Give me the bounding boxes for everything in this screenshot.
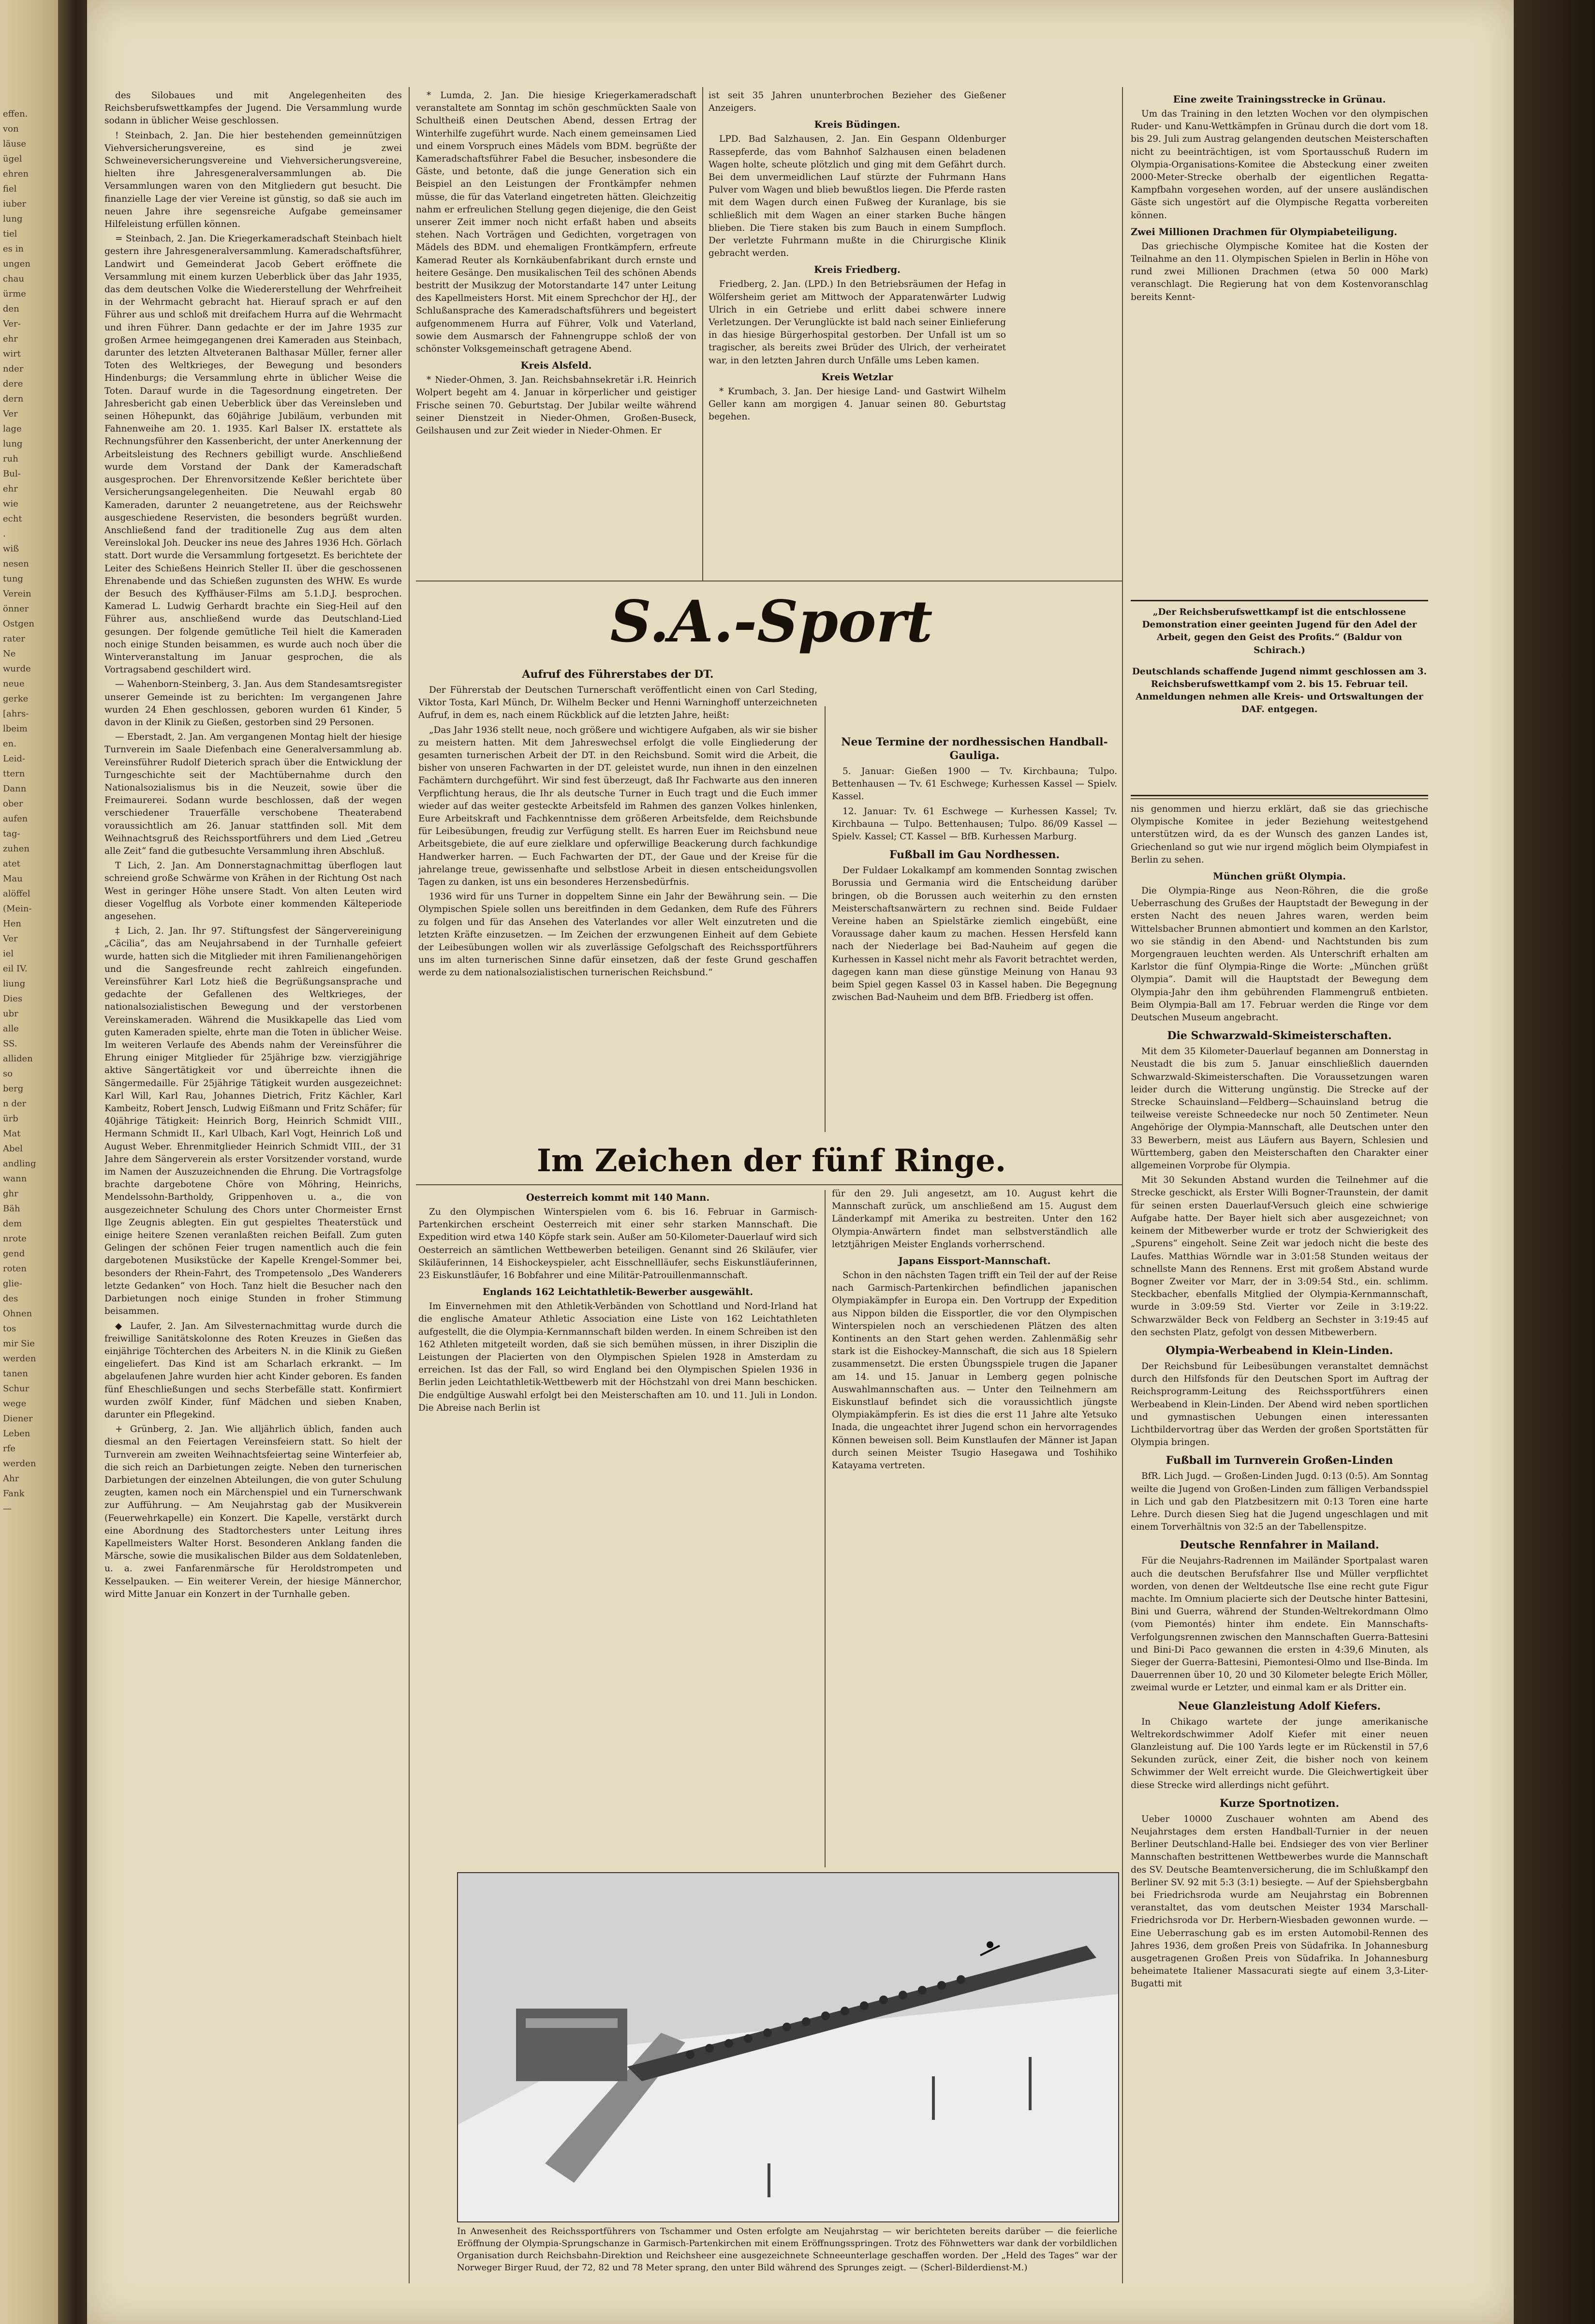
left-page-fragment: önner (3, 604, 29, 614)
local-news-paragraph: — Eberstadt, 2. Jan. Am vergangenen Montag hielt der hiesige Turnverein im Saale Diefenbach eine Generalversammlung ab. Vereinsführer Rudolf Dieterich sprach über die Entwicklung der Turngeschichte seit der Machtübernahme durch den Nationalsozialismus bis in die Neuzeit, sowie über die Freimaurerei. Sodann wurde beschlossen, daß der wegen verschiedener Trauerfälle verschobene Theaterabend voraussichtlich am 26. Januar stattfinden soll. Mit dem Weihnachtsgruß des Reichssportführers und dem Lied „Getreu alle Zeit“ fand die gutbesuchte Versammlung ihren Abschluß. (104, 732, 402, 856)
kiefer-article: In Chikago wartete der junge amerikanische Weltrekordschwimmer Adolf Kiefer mit einer neuen Glanzleistung auf. Die 100 Yards legte er im Rückenstil in 57,6 Sekunden zurück, einer Zeit, die bisher noch von keinem Schwimmer der Welt erreicht wurde. Die Gleichwertigkeit über diese Strecke wird allerdings nicht geführt. (1131, 1716, 1428, 1790)
left-page-fragment: en. (3, 739, 16, 749)
left-page-fragment: Ne (3, 649, 16, 659)
sportnotizen-heading: Kurze Sportnotizen. (1219, 1797, 1340, 1810)
column-rule (409, 87, 410, 2283)
sport-section-title: S.A.-Sport (610, 588, 933, 655)
left-page-fragment: Verein (3, 589, 31, 599)
left-page-fragment: andling (3, 1159, 36, 1169)
mailand-heading: Deutsche Rennfahrer in Mailand. (1180, 1539, 1379, 1552)
heading-kreis-buedingen: Kreis Büdingen. (814, 119, 901, 131)
muenchen-article: Die Olympia-Ringe aus Neon-Röhren, die die große Ueberraschung des Grußes der Hauptstadt der Bewegung in der ersten Nacht des neuen Jahres waren, werden beim Wittelsbacher Brunnen abmontiert und kommen an den Karlstor, wo sie ständig in den Abend- und Nachtstunden bis zum Morgengrauen leuchten werden. Als Unterschrift erhalten am Karlstor die fünf Olympia-Ringe die Worte: „München grüßt Olympia“. Damit will die Hauptstadt der Bewegung dem Olympia-Jahr den ihm gebührenden Flammengruß entbieten. Beim Olympia-Ball am 17. Februar werden die Ringe vor dem Deutschen Museum angebracht. (1131, 886, 1428, 1023)
left-page-fragment: wie (3, 499, 18, 509)
handball-jan5: 5. Januar: Gießen 1900 — Tv. Kirchbauna; Tulpo. Bettenhausen — Tv. 61 Eschwege; Kurhessen Kassel — Spielv. Kassel. (832, 766, 1117, 802)
left-page-fragment: . (3, 529, 6, 539)
friedberg-article: Friedberg, 2. Jan. (LPD.) In den Betriebsräumen der Hefag in Wölfersheim geriet am Mittwoch der Apparatenwärter Ludwig Ulrich in ein Getriebe und erlitt dabei schwere innere Verletzungen. Der Verunglückte ist bald nach seiner Einlieferung in das hiesige Bürgerhospital gestorben. Der Unfall ist um so tragischer, als bereits zwei Brüder des Ulrich, der verheiratet war, in den letzten Jahren durch Unfälle ums Leben kamen. (709, 279, 1006, 366)
left-page-fragment: lung (3, 439, 23, 449)
left-page-fragment: gend (3, 1249, 25, 1259)
handball-column (832, 663, 1117, 1134)
left-page-fragment: iuber (3, 199, 27, 209)
left-page-edge (0, 0, 58, 2324)
local-news-paragraph: des Silobaues und mit Angelegenheiten des Reichsberufswettkampfes der Jugend. Die Versammlung wurde sodann in üblicher Weise geschlossen. (104, 90, 402, 126)
left-page-fragment: tung (3, 574, 23, 584)
drachmen-article: Das griechische Olympische Komitee hat die Kosten der Teilnahme an den 11. Olympischen Spielen in Berlin in Höhe von rund zwei Millionen Drachmen (etwa 50 000 Mark) veranschlagt. Die Regierung hat von dem Kostenvoranschlag bereits Kennt- (1131, 241, 1428, 302)
left-page-fragment: Dann (3, 784, 27, 794)
local-news-paragraph: = Steinbach, 2. Jan. Die Kriegerkameradschaft Steinbach hielt gestern ihre Jahresgeneralversammlung. Kameradschaftsführer, Landwirt und Gemeinderat Jacob Gebert eröffnete die Versammlung mit einem kurzen Ueberblick über das Jahr 1935, das dem deutschen Volke die Wiedererstellung der Wehrfreiheit in der Wehrmacht gebracht hat. Hierauf sprach er auf den Führer aus und schloß mit dreifachem Hurra auf die Wehrmacht und ihren Führer. Dann gedachte er der im Jahre 1935 zur großen Armee heimgegangenen drei Kameraden aus Steinbach, darunter des letzten Altveteranen Balthasar Müller, ferner aller Toten des Weltkrieges, der Bewegung und besonders Hindenburgs; die Versammlung ehrte in üblicher Weise die Toten. Darauf wurde in die Tagesordnung eingetreten. Der Jahresbericht gab einen Ueberblick über das Vereinsleben und seinen Höhepunkt, das 60jährige Jubiläum, verbunden mit Fahnenweihe am 20. 1. 1935. Karl Balser IX. erstattete als Rechnungsführer den Kassenbericht, der unter Anerkennung der Arbeitsleistung des Rechners gebilligt wurde. Anschließend wurde dem Vorstand der Dank der Kameradschaft ausgesprochen. Der Ehrenvorsitzende Keßler berichtete über Versicherungsangelegenheiten. Die Neuwahl ergab 80 Kameraden, darunter 2 neuangetretene, aus der Reichswehr ausgeschiedene Reservisten, die besonders begrüßt wurden. Anschließend fand der traditionelle Zug aus dem alten Vereinslokal Joh. Deucker ins neue des Jahres 1936 Hch. Görlach statt. Dort wurde die Versammlung fortgesetzt. Es berichtete der Leiter des Schießens Heinrich Steller II. über die geschossenen Ehrenabende und das Schießen zugunsten des WHW. Es wurde der Besuch des Kyffhäuser-Films am 5.1.D.J. besprochen. Kamerad L. Ludwig Gerhardt brachte ein Sieg-Heil auf den Führer aus, anschließend wurde das Deutschland-Lied gesungen. Der folgende gemütliche Teil hielt die Kameraden noch einige Stunden beisammen, es wurde auch noch über die Winterveranstaltung im Januar gesprochen, die als Vortragsabend geschildert wird. (104, 234, 402, 675)
left-page-fragment: mir Sie (3, 1339, 35, 1349)
klein-linden-heading: Olympia-Werbeabend in Klein-Linden. (1166, 1344, 1393, 1357)
book-gutter (58, 0, 87, 2324)
photo-caption (457, 2225, 1117, 2317)
heading-kreis-friedberg: Kreis Friedberg. (814, 264, 901, 276)
schirach-quote: „Der Reichsberufswettkampf ist die entschlossene Demonstration einer geeinten Jugend für den Adel der Arbeit, gegen den Geist des Profits.“ (Baldur von Schirach.) (1142, 607, 1417, 655)
left-page-fragment: tanen (3, 1369, 28, 1379)
left-page-fragment: Ohnen (3, 1309, 32, 1319)
left-page-fragment: ruh (3, 454, 18, 464)
klein-linden-article: Der Reichsbund für Leibesübungen veranstaltet demnächst durch den Hilfsfonds für den Deutschen Sport im Auftrag der Reichsprogramm-Leitung des Reichssportführers einen Werbeabend in Klein-Linden. Der Abend wird neben sportlichen und gymnastischen Uebungen einen interessanten Lichtbildervortrag über das Werden der großen Sportstätten für Olympia bringen. (1131, 1361, 1428, 1448)
left-page-fragment: ungen (3, 259, 30, 269)
schwarzwald-article-2: Mit 30 Sekunden Abstand wurden die Teilnehmer auf die Strecke geschickt, als Erster Willi Bogner-Traunstein, der damit für seinen ersten Dauerlauf-Versuch gleich eine schwierige Aufgabe hatte. Der Bayer hielt sich aber ausgezeichnet; von keinem der Mitbewerber wurde er trotz der Schwierigkeit des „Spurens“ eingeholt. Seine Zeit war jedoch nicht die beste des Laufes. Matthias Wörndle war in 3:01:58 Stunden weitaus der schnellste Mann des Rennens. Erst mit großem Abstand wurde Bogner Zweiter vor Marr, der in 3:09:54 Std., ein. schlimm. Steckbacher, ebenfalls Mitglied der Olympia-Kernmannschaft, wurde in 3:09:59 Std. Vierter vor Zeile in 3:19:22. Schwarzwälder Beck von Feldberg an Sechster in 3:19:45 auf den sechsten Platz, gefolgt von dessen Mitbewerbern. (1131, 1175, 1428, 1338)
oesterreich-article: Zu den Olympischen Winterspielen vom 6. bis 16. Februar in Garmisch-Partenkirchen erscheint Oesterreich mit einer sehr starken Mannschaft. Die Expedition wird etwa 140 Köpfe stark sein. Außer am 50-Kilometer-Dauerlauf wird sich Oesterreich an sämtlichen Wettbewerben beteiligen. Genannt sind 26 Skiläufer, vier Skiläuferinnen, 14 Eishockeyspieler, acht Eisschnellläufer, sechs Eiskunstläuferinnen, 23 Eiskunstläufer, 16 Bobfahrer und eine Militär-Patrouillenmannschaft. (418, 1207, 817, 1281)
muenchen-heading: München grüßt Olympia. (1213, 871, 1346, 882)
left-page-fragment: läuse (3, 139, 26, 149)
oesterreich-heading: Oesterreich kommt mit 140 Mann. (526, 1192, 710, 1203)
left-page-fragment: tag- (3, 829, 20, 839)
left-page-fragment: Mat (3, 1129, 21, 1139)
column-local-news-3 (709, 89, 1006, 583)
left-page-fragment: Bäh (3, 1204, 20, 1214)
ringe-column-right (832, 1188, 1117, 1865)
sportnotizen-article: Ueber 10000 Zuschauer wohnten am Abend des Neujahrstages dem ersten Handball-Turnier in der neuen Berliner Deutschland-Halle bei. Endsieger des von vier Berliner Mannschaften bestrittenen Wettbewerbes wurde die Mannschaft des SV. Deutsche Beamtenversicherung, die im Schlußkampf den Berliner SV. 92 mit 5:3 (3:1) besiegte. — Auf der Spiehsbergbahn bei Friedrichsroda wurde am Neujahrstag ein Bobrennen veranstaltet, das vom deutschen Meister 1934 Marschall-Friedrichsroda vor Dr. Herbern-Wiesbaden gewonnen wurde. — Eine Ueberraschung gab es im ersten Automobil-Rennen des Jahres 1936, dem großen Preis von Südafrika. In Johannesburg ausgetragenen Großen Preis von Südafrika. In Johannesburg beheimatete Italiener Massacurati siegte auf einem 3,3-Liter-Bugatti mit (1131, 1814, 1428, 1989)
left-page-fragment: ober (3, 799, 23, 809)
local-news-paragraph: — Wahenborn-Steinberg, 3. Jan. Aus dem Standesamtsregister unserer Gemeinde ist zu berichten: Im vergangenen Jahre wurden 24 Ehen geschlossen, geboren wurden 61 Kinder, 5 davon in der Klinik zu Gießen, gestorben sind 29 Personen. (104, 679, 402, 728)
left-page-fragment: Hen (3, 919, 21, 929)
right-page-edge (1514, 0, 1595, 2324)
banner-rule (416, 1184, 1122, 1185)
left-page-fragment: roten (3, 1264, 27, 1274)
left-page-fragment: berg (3, 1084, 24, 1094)
gruenau-article: Um das Training in den letzten Wochen vor den olympischen Ruder- und Kanu-Wettkämpfen in Grünau durch die dort vom 18. bis 29. Juli zum Austrag gelangenden deutschen Meisterschaften nicht zu beeinträchtigen, ist vom Sportausschuß Rudern im Olympia-Organisations-Komitee die Absteckung einer zweiten 2000-Meter-Strecke oberhalb der eigentlichen Regatta-Kampfbahn vorgesehen worden, auf der unsere ausländischen Gäste sich ungestört auf die Olympische Regatta vorbereiten können. (1131, 109, 1428, 221)
left-page-fragment: echt (3, 514, 22, 524)
column-local-news-1 (104, 89, 402, 2286)
left-page-fragment: neue (3, 679, 25, 689)
local-news-paragraph: ‡ Lich, 2. Jan. Ihr 97. Stiftungsfest der Sängervereinigung „Cäcilia“, das am Neujahrsabend in der Turnhalle gefeiert wurde, hatten sich die Mitglieder mit ihren Familienangehörigen und die Sangesfreunde recht zahlreich eingefunden. Vereinsführer Karl Lotz hieß die Begrüßungsansprache und gedachte der Gefallenen des Weltkrieges, der nationalsozialistischen Bewegung und der verstorbenen Vereinskameraden. Während die Musikkapelle das Lied vom guten Kameraden spielte, ehrte man die Toten in üblicher Weise. Im weiteren Verlaufe des Abends nahm der Vereinsführer die Ehrung einiger Mitglieder für 25jährige bzw. vierzigjährige aktive Sängertätigkeit vor und überreichte ihnen die Sängermedaille. Für 25jährige Tätigkeit wurden ausgezeichnet: Karl Will, Karl Rau, Johannes Dietrich, Fritz Kächler, Karl Kambeitz, Robert Jensch, Ludwig Eißmann und Fritz Schäfer; für 40jährige Tätigkeit: Heinrich Borg, Heinrich Schmidt VIII., Hermann Schmidt II., Karl Ulbach, Karl Vogt, Heinrich Loß und August Weber. Ehrenmitglieder Heinrich Schmidt VIII., der 31 Jahre dem Sängerverein als erster Vorsitzender vorstand, wurde im Namen der Auszuzeichnenden die Ehrung. Die Vortragsfolge brachte dargebotene Chöre von Möhring, Heinrichs, Mendelssohn-Bartholdy, Grippenhoven u. a., die von ausgezeichneter Schulung des Chors unter Chormeister Ernst Ilge Zeugnis ablegten. Ein gut gespieltes Theaterstück und einige heitere Szenen veranlaßten reichen Beifall. Zum guten Gelingen der schönen Feier trugen namentlich auch die fein dargebotenen Musikstücke der Kapelle Krengel-Sommer bei, besonders der Rhein-Fahrt, des Trompetensolo „Des Wanderers letzte Gedanken“ von Hoch. Tanz hielt die Besucher nach den Darbietungen noch einige Stunden in froher Stimmung beisammen. (104, 926, 402, 1317)
japan-heading: Japans Eissport-Mannschaft. (898, 1255, 1051, 1267)
left-page-fragment: alliden (3, 1054, 33, 1064)
left-page-fragment: Bul- (3, 469, 21, 479)
column-local-news-2 (416, 89, 696, 583)
aufruf-text-2: 1936 wird für uns Turner in doppeltem Sinne ein Jahr der Bewährung sein. — Die Olympischen Spiele sollen uns bereitfinden in dem Gedanken, dem Rufe des Führers zu folgen und für das Ansehen des Vaterlandes vor aller Welt einzutreten und die letzten Kräfte einzusetzen. — Im Zeichen der erzwungenen Einheit auf dem Gebiete der Leibesübungen wollen wir als zuverlässige Gefolgschaft des Reichssportführers uns im alten turnerischen Sinne dafür einsetzen, daß der feste Grund geschaffen werde zu dem nationalsozialistischen turnerischen Reichsbund.“ (418, 892, 817, 978)
fussball-heading: Fußball im Gau Nordhessen. (889, 849, 1060, 862)
left-page-fragment: so (3, 1069, 13, 1079)
left-page-fragment: wann (3, 1174, 27, 1184)
left-page-fragment: Mau (3, 874, 23, 884)
column-rule (825, 706, 826, 1132)
aufruf-heading: Aufruf des Führerstabes der DT. (522, 668, 714, 681)
left-page-fragment: wurde (3, 664, 31, 674)
section-rule-right (1131, 798, 1428, 799)
left-page-fragment: den (3, 304, 19, 314)
left-page-fragment: dere (3, 379, 23, 389)
left-page-fragment: ubr (3, 1009, 18, 1019)
column-rule (825, 1190, 826, 1867)
left-page-fragment: iel (3, 949, 14, 959)
left-page-fragment: ehren (3, 169, 29, 179)
left-page-fragment: nder (3, 364, 24, 374)
left-page-fragment: fiel (3, 184, 17, 194)
kiefer-heading: Neue Glanzleistung Adolf Kiefers. (1178, 1699, 1381, 1713)
left-page-fragment: dem (3, 1219, 22, 1229)
ski-jump-photo (457, 1872, 1119, 2222)
left-page-fragment: rater (3, 634, 25, 644)
left-page-fragment: lung (3, 214, 23, 224)
heading-drachmen: Zwei Millionen Drachmen für Olympiabeteiligung. (1131, 226, 1398, 238)
local-news-paragraph: ◆ Laufer, 2. Jan. Am Silvesternachmittag wurde durch die freiwillige Sanitätskolonne des Roten Kreuzes in Gießen das einjährige Töchterchen des Arbeiters N. in die Klinik zu Gießen eingeliefert. Das Kind ist am Scharlach erkrankt. — Im abgelaufenen Jahre wurden hier acht Kinder geboren. Es fanden fünf Eheschließungen und sechs Sterbefälle statt. Konfirmiert wurden zwölf Kinder, fünf Mädchen und sieben Knaben, darunter ein Pflegekind. (104, 1321, 402, 1420)
left-page-fragment: Dies (3, 994, 23, 1004)
left-page-fragment: tiel (3, 229, 17, 239)
handball-jan12: 12. Januar: Tv. 61 Eschwege — Kurhessen Kassel; Tv. Kirchbauna — Tulpo. Bettenhausen; Tulpo. 86/09 Kassel — Spielv. Kassel; CT. Kassel — BfB. Kurhessen Marburg. (832, 806, 1117, 842)
left-page-fragment: wege (3, 1399, 27, 1409)
aufruf-text-1: „Das Jahr 1936 stellt neue, noch größere und wichtigere Aufgaben, als wir sie bisher zu meistern hatten. Mit dem Jahreswechsel erfolgt die volle Eingliederung der gesamten turnerischen Arbeit der DT. in den Reichsbund. Somit wird die Arbeit, die bisher von unseren Fachwarten in der DT. geleistet wurde, nun ihnen in den einzelnen Fachämtern durchgeführt. Wir sind fest überzeugt, daß Ihr Fachwarte aus den inneren Verpflichtung heraus, die Ihr als deutsche Turner in Euch tragt und die Euch immer wieder auf das weiter gesteckte Arbeitsfeld im Rahmen des ganzen Volkes hinlenken, Eure Arbeitskraft und Fachkenntnisse dem größeren Arbeitsfelde, dem Reichsbunde für Leibesübungen, freudig zur Verfügung stellt. Es harren Euer im Reichsbund neue Arbeitsgebiete, die auf eure zielklare und opferwillige Beackerung durch fachkundige Handwerker harren. — Euch Fachwarten der DT., der Gaue und der Kreise für die jahrelange treue, gewissenhafte und selbstlose Arbeit in diesen entscheidungsvollen Tagen zu danken, ist uns ein besonderes Herzensbedürfnis. (418, 725, 817, 888)
left-page-fragment: es in (3, 244, 24, 254)
local-news-paragraph: + Grünberg, 2. Jan. Wie alljährlich üblich, fanden auch diesmal an den Feiertagen Vereinsfeiern statt. So hielt der Turnverein am zweiten Weihnachtsfeiertag seine Winterfeier ab, die sich reich an Darbietungen zeigte. Neben den turnerischen Darbietungen der einzelnen Abteilungen, die von guter Schulung zeugten, kamen noch ein Märchenspiel und ein Turnerschwank zur Aufführung. — Am Neujahrstag gab der Musikverein (Feuerwehrkapelle) ein Konzert. Die Kapelle, verstärkt durch eine Abordnung des Stadtorchesters unter Leitung ihres Kapellmeisters Walter Horst. Besonderen Anklang fanden die Märsche, sowie die musikalischen Bilder aus dem Soldatenleben, u. a. zwei Fanfarenmärsche für Heroldstrompeten und Kesselpauken. — Ein weiterer Verein, der hiesige Männerchor, wird Mitte Januar ein Konzert in der Turnhalle geben. (104, 1424, 402, 1599)
left-page-fragment: aufen (3, 814, 28, 824)
schwarzwald-heading: Die Schwarzwald-Skimeisterschaften. (1167, 1029, 1392, 1043)
left-page-fragment: Leid- (3, 754, 25, 764)
left-page-fragment: ghr (3, 1189, 18, 1199)
left-page-fragment: Schur (3, 1384, 30, 1394)
column-sport-right-top (1131, 89, 1428, 597)
left-page-fragment: liung (3, 979, 26, 989)
left-page-fragment: wirt (3, 349, 21, 359)
left-page-fragment: von (3, 124, 19, 134)
left-page-fragment: Ver- (3, 319, 21, 329)
column-rule (1122, 87, 1123, 2283)
handball-heading: Neue Termine der nordhessischen Handball-Gauliga. (841, 736, 1108, 762)
england-article: Im Einvernehmen mit den Athletik-Verbänden von Schottland und Nord-Irland hat die englische Amateur Athletic Association eine Liste von 162 Leichtathleten aufgestellt, die die Olympia-Kernmannschaft bilden werden. In einem Schreiben ist den 162 Athleten mitgeteilt worden, daß sie sich bemühen müssen, in ihrer Disziplin die Leistungen der Placierten von den Olympischen Spielen 1928 in Amsterdam zu erreichen. Ist das der Fall, so wird England bei den Olympischen Spielen 1936 in Berlin jeden Leichtathletik-Wettbewerb mit der Höchstzahl von drei Mann beschicken. Die endgültige Auswahl erfolgt bei den Meisterschaften am 10. und 11. Juli in London. Die Abreise nach Berlin ist (418, 1301, 817, 1413)
continued-text: ist seit 35 Jahren ununterbrochen Bezieher des Gießener Anzeigers. (709, 90, 1006, 114)
left-page-fragment: lage (3, 424, 22, 434)
column-sport-right-lower (1131, 803, 1428, 2308)
left-page-fragment: Leben (3, 1429, 30, 1439)
left-page-fragment: dern (3, 394, 24, 404)
japan-article: Schon in den nächsten Tagen trifft ein Teil der auf der Reise nach Garmisch-Partenkirchen befindlichen japanischen Olympiakämpfer in Europa ein. Den Vortrupp der Expedition aus Nippon bilden die Eissportler, die vor den Olympischen Winterspielen noch an verschiedenen Plätzen des alten Kontinents an den Start gehen werden. Zahlenmäßig sehr stark ist die Eishockey-Mannschaft, die sich aus 18 Spielern zusammensetzt. Die ersten Übungsspiele trugen die Japaner am 14. und 15. Januar in Lemberg gegen polnische Auswahlmannschaften aus. — Unter den Teilnehmern am Eiskunstlauf befindet sich die voraussichtlich jüngste Olympiakämpferin. Es ist dies die erst 11 Jahre alte Yetsuko Inada, die ungeachtet ihrer Jugend schon ein hervorragendes Können beweisen soll. Beim Kunstlaufen der Männer ist Japan durch seinen Meister Tsugio Hasegawa und Toshihiko Katayama vertreten. (832, 1270, 1117, 1471)
grossen-linden-heading: Fußball im Turnverein Großen-Linden (1166, 1454, 1393, 1467)
left-page-fragment: ehr (3, 484, 18, 494)
local-news-paragraph: T Lich, 2. Jan. Am Donnerstagnachmittag überflogen laut schreiend große Schwärme von Krähen in der Richtung Ost nach West in geringer Höhe unsere Stadt. Von alten Leuten wird dieser Vogelflug als Vorbote einer kommenden Kälteperiode angesehen. (104, 861, 402, 922)
left-page-fragment: ürb (3, 1114, 18, 1124)
left-page-fragment: rfe (3, 1444, 15, 1454)
wettkampf-notice: Deutschlands schaffende Jugend nimmt geschlossen am 3. Reichsberufswettkampf vom 2. bis 15. Februar teil. Anmeldungen nehmen alle Kreis- und Ortswaltungen der DAF. entgegen. (1132, 666, 1427, 715)
england-continued: für den 29. Juli angesetzt, am 10. August kehrt die Mannschaft zurück, um anschließend am 15. August dem Länderkampf mit Amerika zu bestreiten. Unter den 162 Olympia-Anwärtern findet man selbstverständlich alle letztjährigen Meister Englands vorherrschend. (832, 1189, 1117, 1250)
aufruf-column (418, 663, 817, 1134)
bad-salzhausen-article: LPD. Bad Salzhausen, 2. Jan. Ein Gespann Oldenburger Rassepferde, das vom Bahnhof Salzhausen einen beladenen Wagen holte, scheute plötzlich und ging mit dem Gefährt durch. Bei dem unvermeidlichen Lauf stürzte der Fuhrmann Hans Pulver vom Wagen und blieb bewußtlos liegen. Die Pferde rasten mit dem Wagen durch einen Fußweg der Kuranlage, bis sie schließlich mit dem Wagen an einer starken Buche hängen blieben. Die Tiere staken bis zum Bauch in einem Sumpfloch. Der verletzte Fuhrmann mußte in die Chirurgische Klinik gebracht werden. (709, 134, 1006, 259)
reichsberufswettkampf-box (1131, 600, 1428, 796)
left-page-fragment: ügel (3, 154, 22, 164)
grossen-linden-article: BfR. Lich Jugd. — Großen-Linden Jugd. 0:13 (0:5). Am Sonntag weilte die Jugend von Großen-Linden zum fälligen Verbandsspiel in Lich und gab den Platzbesitzern mit 0:13 Toren eine harte Lehre. Durch diesen Sieg hat die Jugend ungeschlagen und mit einem Torverhältnis von 32:5 an der Tabellenspitze. (1131, 1471, 1428, 1533)
ringe-column-left (418, 1188, 817, 1865)
england-heading: Englands 162 Leichtathletik-Bewerber ausgewählt. (482, 1286, 753, 1298)
left-page-fragments (3, 106, 56, 1516)
mailand-article: Für die Neujahrs-Radrennen im Mailänder Sportpalast waren auch die deutschen Berufsfahrer Ilse und Müller verpflichtet worden, von denen der Weltdeutsche Ilse eine recht gute Figur machte. Im Omnium placierte sich der Deutsche hinter Battesini, Bini und Guerra, während der Stunden-Weltrekordmann Olmo (vom Piemontés) hinter ihm endete. Ein Mannschafts-Verfolgungsrennen zwischen den Mannschaften Guerra-Battesini und Bini-Di Paco gewannen die ersten in 4:39,6 Minuten, als Sieger der Guerra-Battesini, Piemontesi-Olmo und Ilse-Binda. Im Dauerrennen über 10, 20 und 30 Kilometer belegte Erich Möller, zweimal wurde er Letzter, und einmal kam er als Dritter ein. (1131, 1556, 1428, 1693)
left-page-fragment: werden (3, 1354, 36, 1364)
left-page-fragment: Diener (3, 1414, 33, 1424)
krumbach-article: * Krumbach, 3. Jan. Der hiesige Land- und Gastwirt Wilhelm Geller kann am morgigen 4. Januar seinen 80. Geburtstag begehen. (709, 386, 1006, 422)
left-page-fragment: alle (3, 1024, 19, 1034)
left-page-fragment: Ver (3, 934, 18, 944)
heading-gruenau: Eine zweite Trainingsstrecke in Grünau. (1173, 94, 1386, 105)
left-page-fragment: atet (3, 859, 20, 869)
left-page-fragment: wiß (3, 544, 19, 554)
left-page-fragment: — (3, 1504, 12, 1514)
left-page-fragment: (Mein- (3, 904, 32, 914)
olympia-banner: Im Zeichen der fünf Ringe. (536, 1143, 1006, 1179)
left-page-fragment: SS. (3, 1039, 17, 1049)
newspaper-page (87, 0, 1514, 2324)
fussball-article: Der Fuldaer Lokalkampf am kommenden Sonntag zwischen Borussia und Germania wird die Entscheidung darüber bringen, ob die Borussen auch weiterhin zu den ernsten Meisterschaftsanwärtern zu rechnen sind. Beide Fuldaer Vereine haben an Spielstärke ziemlich eingebüßt, eine Voraussage daher kaum zu machen. Hessen Hersfeld kann nach der Niederlage bei Bad-Nauheim auf gegen die Kurhessen in Kassel nicht mehr als Favorit betrachtet werden, dagegen kann man diese günstige Meinung von Hanau 93 beim Spiel gegen Kassel 03 in Kassel haben. Die Begegnung zwischen Bad-Nauheim und dem BfB. Friedberg ist offen. (832, 865, 1117, 1003)
left-page-fragment: glie- (3, 1279, 22, 1289)
left-page-fragment: des (3, 1294, 18, 1304)
lumda-article: * Lumda, 2. Jan. Die hiesige Kriegerkameradschaft veranstaltete am Sonntag im schön geschmückten Saale von Schultheiß einen Deutschen Abend, dessen Ertrag der Winterhilfe zugeführt wurde. Nach einem gemeinsamen Lied und einem Vorspruch eines Mädels vom BDM. begrüßte der Kameradschaftsführer Fabel die Besucher, insbesondere die Gäste, und betonte, daß die junge Generation sich ein Beispiel an den Leistungen der Frontkämpfer nehmen müsse, die für das Vaterland eingetreten hätten. Gleichzeitig nahm er erfreulichen Stellung gegen diejenige, die den Geist unserer Zeit immer noch nicht erfaßt haben und abseits stehen. Nach Vorträgen und Gedichten, vorgetragen von Mädels des BDM. und ehemaligen Frontkämpfern, erfreute Kamerad Reuter als Kornkäubenfabrikant durch ernste und heitere Gesänge. Den musikalischen Teil des schönen Abends bestritt der Musikzug der Motorstandarte 147 unter Leitung des Kapellmeisters Horst. Mit einem Sprechchor der HJ., der Schlußansprache des Kameradschaftsführers und begeistert aufgenommenem Hurra auf Führer, Volk und Vaterland, sowie dem Ausmarsch der Fahnengruppe schloß der von schönster Volksgemeinschaft getragene Abend. (416, 90, 696, 355)
left-page-fragment: ehr (3, 334, 18, 344)
left-page-fragment: [ahrs- (3, 709, 29, 719)
left-page-fragment: gerke (3, 694, 29, 704)
left-page-fragment: zuhen (3, 844, 30, 854)
local-news-paragraph: ! Steinbach, 2. Jan. Die hier bestehenden gemeinnützigen Viehversicherungsvereine, es sind je zwei Schweineversicherungsvereine und Viehversicherungsvereine, hielten ihre Jahresgeneralversammlungen ab. Die Versammlungen waren von den Mitgliedern gut besucht. Die finanzielle Lage der vier Vereine ist günstig, so daß sie auch im neuen Jahre ihre segensreiche Aufgabe gemeinsamer Hilfeleistung erfüllen können. (104, 130, 402, 230)
left-page-fragment: tos (3, 1324, 16, 1334)
left-page-fragment: Fank (3, 1489, 25, 1499)
left-page-fragment: Abel (3, 1144, 23, 1154)
column-rule (702, 87, 703, 581)
left-page-fragment: n der (3, 1099, 27, 1109)
heading-kreis-alsfeld: Kreis Alsfeld. (520, 360, 592, 372)
left-page-fragment: werden (3, 1459, 36, 1469)
griechenland-continued: nis genommen und hierzu erklärt, daß sie das griechische Olympische Komitee in jeder Beziehung weitestgehend unterstützen wird, da es der Wunsch des ganzen Landes ist, Griechenland so gut wie nur irgend möglich beim Olympiafest in Berlin zu sehen. (1131, 804, 1428, 865)
left-page-fragment: Ahr (3, 1474, 19, 1484)
left-page-fragment: lbeim (3, 724, 28, 734)
ski-jump-illustration (458, 1873, 1118, 2221)
left-page-fragment: ürme (3, 289, 26, 299)
left-page-fragment: eil IV. (3, 964, 28, 974)
left-page-fragment: Ver (3, 409, 18, 419)
left-page-fragment: alöffel (3, 889, 30, 899)
heading-kreis-wetzlar: Kreis Wetzlar (821, 371, 893, 383)
left-page-fragment: nesen (3, 559, 29, 569)
nieder-ohmen-article: * Nieder-Ohmen, 3. Jan. Reichsbahnsekretär i.R. Heinrich Wolpert begeht am 4. Januar in körperlicher und geistiger Frische seinen 70. Geburtstag. Der Jubilar weilte während seiner Dienstzeit in Nieder-Ohmen, Großen-Buseck, Geilshausen und zur Zeit wieder in Nieder-Ohmen. Er (416, 375, 696, 436)
left-page-fragment: nrote (3, 1234, 27, 1244)
aufruf-intro: Der Führerstab der Deutschen Turnerschaft veröffentlicht einen von Carl Steding, Viktor Tosta, Karl Münch, Dr. Wilhelm Becker und Henni Warninghoff unterzeichneten Aufruf, in dem es, nach einem Rückblick auf die letzten Jahre, heißt: (418, 685, 817, 721)
left-page-fragment: effen. (3, 109, 28, 119)
left-page-fragment: Ostgen (3, 619, 34, 629)
schwarzwald-article-1: Mit dem 35 Kilometer-Dauerlauf begannen am Donnerstag in Neustadt die bis zum 5. Januar einschließlich dauernden Schwarzwald-Skimeisterschaften. Die Voraussetzungen waren leider durch die Witterung ungünstig. Die Strecke auf der Strecke Schauinsland—Feldberg—Schauinsland betrug die teilweise vereiste Schneedecke nur noch 50 Zentimeter. Neun Angehörige der Olympia-Mannschaft, alle Deutschen unter den 33 Bewerbern, meist aus Läufern aus Bayern, Schlesien und Württemberg, gaben den Meisterschaften den Charakter einer allgemeinen Vorprobe für Olympia. (1131, 1046, 1428, 1171)
caption-text: In Anwesenheit des Reichssportführers von Tschammer und Osten erfolgte am Neujahrstag — wir berichteten bereits darüber — die feierliche Eröffnung der Olympia-Sprungschanze in Garmisch-Partenkirchen mit einem Eröffnungsspringen. Trotz des Föhnwetters war dank der vorbildlichen Organisation durch Reichsbahn-Direktion und Reichsheer eine ausgezeichnete Schneeunterlage geschaffen worden. Der „Held des Tages“ war der Norweger Birger Ruud, der 72, 82 und 78 Meter sprang, den unter Bild während des Sprunges zeigt. — (Scherl-Bilderdienst-M.) (457, 2226, 1117, 2273)
left-page-fragment: chau (3, 274, 24, 284)
left-page-fragment: ttern (3, 769, 25, 779)
